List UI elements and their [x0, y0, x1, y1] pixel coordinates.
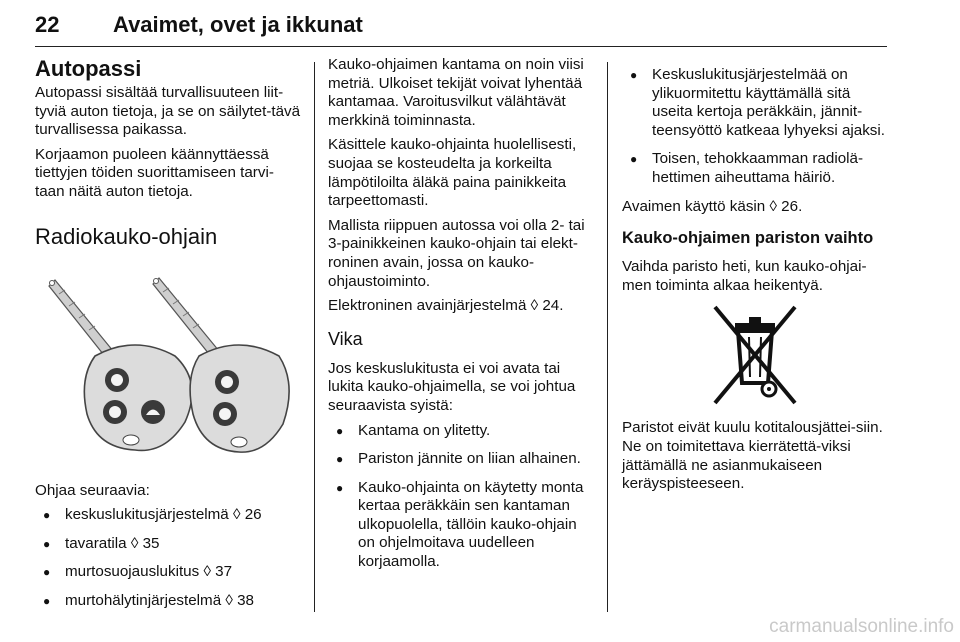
paragraph: Mallista riippuen autossa voi olla 2- tai 3-painikkeinen kauko-ohjain tai elekt-roninen avain, jossa on kauko-ohjaustoiminto.: [328, 216, 585, 290]
chapter-title: Avaimet, ovet ja ikkunat: [113, 12, 363, 37]
paragraph: Käsittele kauko-ohjainta huolellisesti, suojaa se kosteudelta ja korkeilta lämpötiloilta äläkä paina painikkeita tarpeettomasti.: [328, 136, 577, 210]
crossed-out-bin-icon: [709, 303, 801, 407]
paragraph: Kauko-ohjaimen kantama on noin viisi metriä. Ulkoiset tekijät voivat lyhentää kantamaa. Varoitusvilkut välähtävät merkkinä toiminnasta.: [328, 56, 584, 129]
list-item: ● Kauko-ohjainta on käytetty monta kertaa peräkkäin sen kantaman ulkopuolella, tällöin kauko-ohjain on ohjelmoitava uudelleen korjaamolla.: [328, 479, 596, 572]
controls-intro: Ohjaa seuraavia:: [35, 481, 150, 499]
list-item: ● murtohälytinjärjestelmä ◊ 38: [35, 592, 303, 611]
watermark: carmanualsonline.info: [769, 616, 954, 637]
paragraph: Paristot eivät kuulu kotitalousjättei-siin. Ne on toimitettava kierrätettä-viksi jättämällä ne asianmukaiseen keräyspisteeseen.: [622, 419, 883, 493]
section-heading-radio-remote: Radiokauko-ohjain: [35, 223, 218, 249]
paragraph: Korjaamon puoleen käännyttäessä tiettyjen töiden suorittamiseen tarvi-taan näitä auton tietoja.: [35, 145, 274, 200]
column-1: [35, 56, 303, 621]
section-heading-battery-replacement: Kauko-ohjaimen pariston vaihto: [622, 229, 874, 248]
page-header: [35, 6, 887, 47]
list-item: ● tavaratila ◊ 35: [35, 535, 303, 554]
column-2: [328, 56, 596, 582]
remote-key-illustration: [35, 264, 297, 472]
fault-list-continued: [622, 66, 888, 188]
section-heading-fault: Vika: [328, 328, 363, 349]
list-item: ● keskuslukitusjärjestelmä ◊ 26: [35, 506, 303, 525]
paragraph: Autopassi sisältää turvallisuuteen liit-tyviä auton tietoja, ja se on säilytet-tävä turvallisessa paikassa.: [35, 84, 301, 139]
fault-list: [328, 422, 596, 572]
list-item: ● Keskuslukitusjärjestelmää on ylikuormitettu käyttämällä sitä useita kertoja peräkkäin, jännit-teensyöttö katkeaa lyhyeksi ajaksi.: [622, 66, 888, 140]
controls-list: [35, 506, 303, 610]
paragraph: Avaimen käyttö käsin ◊ 26.: [622, 197, 803, 215]
list-item: ● Toisen, tehokkaamman radiolä-hettimen aiheuttama häiriö.: [622, 150, 888, 187]
column-divider: [314, 62, 315, 612]
page-number: 22: [35, 12, 60, 37]
list-item: ● murtosuojauslukitus ◊ 37: [35, 563, 303, 582]
paragraph: Jos keskuslukitusta ei voi avata tai lukita kauko-ohjaimella, se voi johtua seuraavista syistä:: [328, 359, 576, 414]
column-3: [622, 56, 888, 500]
paragraph: Elektroninen avainjärjestelmä ◊ 24.: [328, 297, 564, 315]
section-heading-autopassi: Autopassi: [35, 56, 142, 81]
paragraph: Vaihda paristo heti, kun kauko-ohjai-men toiminta alkaa heikentyä.: [622, 258, 867, 294]
list-item: ● Pariston jännite on liian alhainen.: [328, 450, 596, 469]
list-item: ● Kantama on ylitetty.: [328, 422, 596, 441]
column-divider: [607, 62, 608, 612]
